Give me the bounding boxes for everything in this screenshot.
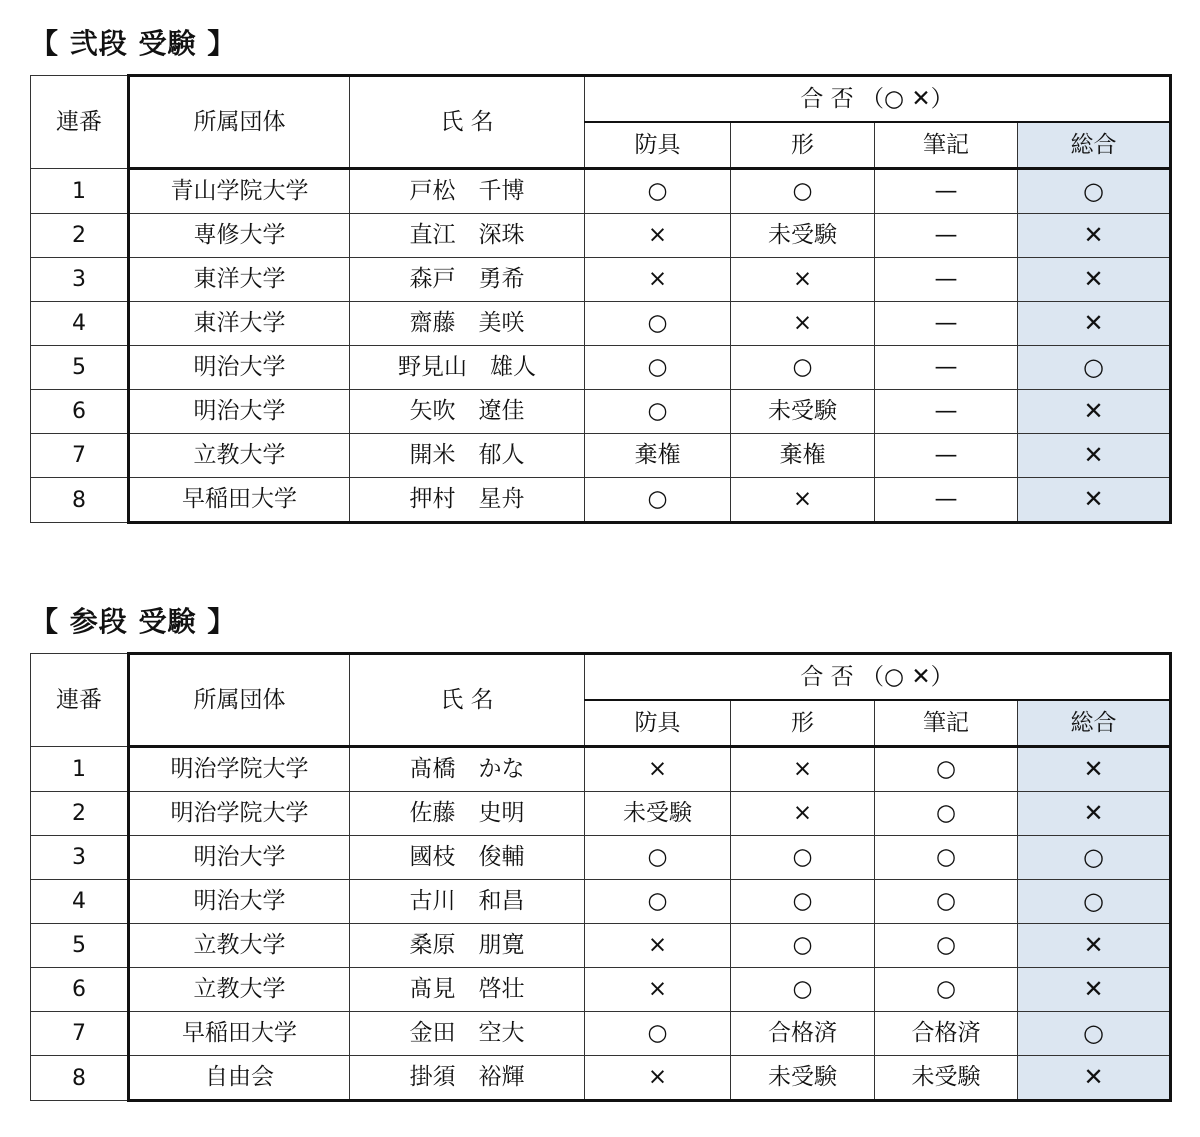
cell-org: 専修大学	[129, 214, 350, 258]
cell-num: 7	[31, 1012, 129, 1056]
cell-hikki: ○	[875, 924, 1018, 968]
table-row	[31, 434, 1171, 478]
cell-total: ✕	[1018, 302, 1171, 346]
cell-hikki: —	[875, 478, 1018, 523]
cell-total: ○	[1018, 169, 1171, 214]
cell-org: 明治学院大学	[129, 792, 350, 836]
cell-org: 明治学院大学	[129, 747, 350, 792]
cell-bogu: ○	[585, 169, 731, 214]
cell-total: ✕	[1018, 924, 1171, 968]
cell-bogu: ×	[585, 968, 731, 1012]
cell-total: ○	[1018, 836, 1171, 880]
cell-name: 押村 星舟	[350, 478, 585, 523]
cell-hikki: ○	[875, 747, 1018, 792]
table-row	[31, 258, 1171, 302]
cell-org: 早稲田大学	[129, 478, 350, 523]
cell-name: 齋藤 美咲	[350, 302, 585, 346]
cell-org: 早稲田大学	[129, 1012, 350, 1056]
header-hikki: 筆記	[875, 700, 1018, 747]
cell-org: 立教大学	[129, 924, 350, 968]
table-row	[31, 747, 1171, 792]
header-org: 所属団体	[129, 654, 350, 747]
header-kata: 形	[731, 122, 875, 169]
cell-kata: ○	[731, 924, 875, 968]
cell-kata: 棄権	[731, 434, 875, 478]
cell-bogu: ○	[585, 390, 731, 434]
cell-name: 髙見 啓壮	[350, 968, 585, 1012]
cell-num: 8	[31, 478, 129, 523]
cell-total: ✕	[1018, 968, 1171, 1012]
cell-hikki: ○	[875, 968, 1018, 1012]
cell-hikki: ○	[875, 836, 1018, 880]
cell-num: 2	[31, 792, 129, 836]
cell-hikki: —	[875, 434, 1018, 478]
cell-kata: ×	[731, 747, 875, 792]
cell-bogu: ×	[585, 924, 731, 968]
cell-hikki: —	[875, 346, 1018, 390]
cell-num: 8	[31, 1056, 129, 1101]
table-row	[31, 836, 1171, 880]
cell-hikki: 未受験	[875, 1056, 1018, 1101]
cell-num: 3	[31, 258, 129, 302]
cell-bogu: ○	[585, 478, 731, 523]
cell-hikki: —	[875, 214, 1018, 258]
cell-bogu: ○	[585, 346, 731, 390]
header-row	[31, 76, 1171, 123]
table-row	[31, 169, 1171, 214]
table-row	[31, 1056, 1171, 1101]
table-row	[31, 478, 1171, 523]
table-row	[31, 924, 1171, 968]
cell-kata: ○	[731, 836, 875, 880]
cell-kata: ×	[731, 478, 875, 523]
header-total: 総合	[1018, 700, 1171, 747]
cell-name: 野見山 雄人	[350, 346, 585, 390]
nidan-table-body	[31, 76, 1171, 523]
header-name: 氏 名	[350, 654, 585, 747]
table-row	[31, 792, 1171, 836]
cell-name: 國枝 俊輔	[350, 836, 585, 880]
cell-num: 6	[31, 390, 129, 434]
header-num: 連番	[31, 654, 129, 747]
cell-bogu: ○	[585, 1012, 731, 1056]
cell-total: ○	[1018, 1012, 1171, 1056]
cell-kata: ○	[731, 169, 875, 214]
cell-kata: ×	[731, 302, 875, 346]
cell-bogu: ×	[585, 258, 731, 302]
cell-total: ✕	[1018, 478, 1171, 523]
sandan-table-body	[31, 654, 1171, 1101]
header-hikki: 筆記	[875, 122, 1018, 169]
cell-org: 立教大学	[129, 968, 350, 1012]
header-kata: 形	[731, 700, 875, 747]
cell-org: 東洋大学	[129, 258, 350, 302]
cell-name: 桑原 朋寛	[350, 924, 585, 968]
cell-hikki: —	[875, 169, 1018, 214]
header-bogu: 防具	[585, 700, 731, 747]
table-row	[31, 968, 1171, 1012]
cell-total: ○	[1018, 346, 1171, 390]
table-row	[31, 1012, 1171, 1056]
cell-hikki: —	[875, 302, 1018, 346]
cell-bogu: ×	[585, 747, 731, 792]
cell-num: 5	[31, 924, 129, 968]
table-row	[31, 880, 1171, 924]
cell-total: ✕	[1018, 747, 1171, 792]
cell-org: 青山学院大学	[129, 169, 350, 214]
cell-name: 矢吹 遼佳	[350, 390, 585, 434]
cell-hikki: —	[875, 390, 1018, 434]
cell-num: 6	[31, 968, 129, 1012]
cell-total: ✕	[1018, 258, 1171, 302]
header-num: 連番	[31, 76, 129, 169]
cell-name: 直江 深珠	[350, 214, 585, 258]
header-total: 総合	[1018, 122, 1171, 169]
cell-org: 自由会	[129, 1056, 350, 1101]
cell-bogu: ×	[585, 1056, 731, 1101]
cell-kata: 未受験	[731, 1056, 875, 1101]
table-row	[31, 346, 1171, 390]
cell-name: 戸松 千博	[350, 169, 585, 214]
header-name: 氏 名	[350, 76, 585, 169]
cell-org: 明治大学	[129, 390, 350, 434]
cell-hikki: —	[875, 258, 1018, 302]
cell-bogu: ○	[585, 836, 731, 880]
cell-num: 5	[31, 346, 129, 390]
cell-num: 3	[31, 836, 129, 880]
table-row	[31, 390, 1171, 434]
cell-total: ✕	[1018, 214, 1171, 258]
cell-hikki: 合格済	[875, 1012, 1018, 1056]
cell-num: 2	[31, 214, 129, 258]
cell-name: 髙橋 かな	[350, 747, 585, 792]
cell-num: 1	[31, 169, 129, 214]
cell-hikki: ○	[875, 880, 1018, 924]
cell-org: 明治大学	[129, 346, 350, 390]
cell-name: 森戸 勇希	[350, 258, 585, 302]
cell-name: 佐藤 史明	[350, 792, 585, 836]
cell-hikki: ○	[875, 792, 1018, 836]
header-bogu: 防具	[585, 122, 731, 169]
cell-kata: 合格済	[731, 1012, 875, 1056]
cell-kata: ○	[731, 880, 875, 924]
cell-name: 古川 和昌	[350, 880, 585, 924]
table-row	[31, 214, 1171, 258]
cell-kata: ×	[731, 258, 875, 302]
cell-num: 1	[31, 747, 129, 792]
cell-kata: ○	[731, 968, 875, 1012]
header-result: 合 否 （○ ✕）	[585, 76, 1171, 123]
cell-total: ✕	[1018, 434, 1171, 478]
header-row	[31, 654, 1171, 701]
cell-bogu: 未受験	[585, 792, 731, 836]
nidan-results-table	[30, 74, 1172, 524]
table-row	[31, 302, 1171, 346]
cell-name: 金田 空大	[350, 1012, 585, 1056]
cell-bogu: ○	[585, 302, 731, 346]
sandan-section-title: 【 参段 受験 】	[30, 605, 237, 638]
cell-org: 明治大学	[129, 836, 350, 880]
cell-total: ✕	[1018, 1056, 1171, 1101]
cell-bogu: 棄権	[585, 434, 731, 478]
cell-name: 掛須 裕輝	[350, 1056, 585, 1101]
header-org: 所属団体	[129, 76, 350, 169]
sandan-results-table	[30, 652, 1172, 1102]
cell-num: 4	[31, 880, 129, 924]
header-result: 合 否 （○ ✕）	[585, 654, 1171, 701]
cell-total: ○	[1018, 880, 1171, 924]
cell-org: 明治大学	[129, 880, 350, 924]
cell-org: 東洋大学	[129, 302, 350, 346]
cell-num: 4	[31, 302, 129, 346]
cell-kata: 未受験	[731, 390, 875, 434]
cell-num: 7	[31, 434, 129, 478]
cell-bogu: ×	[585, 214, 731, 258]
cell-kata: 未受験	[731, 214, 875, 258]
cell-kata: ○	[731, 346, 875, 390]
cell-name: 開米 郁人	[350, 434, 585, 478]
nidan-section-title: 【 弐段 受験 】	[30, 27, 237, 60]
cell-total: ✕	[1018, 792, 1171, 836]
cell-kata: ×	[731, 792, 875, 836]
cell-org: 立教大学	[129, 434, 350, 478]
cell-total: ✕	[1018, 390, 1171, 434]
cell-bogu: ○	[585, 880, 731, 924]
